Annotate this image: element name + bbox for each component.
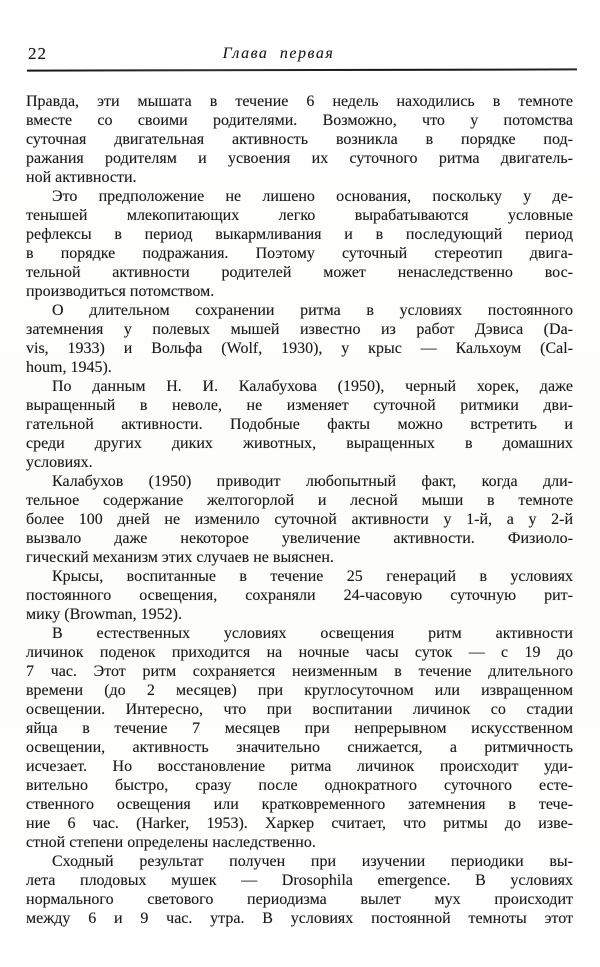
page-number: 22	[28, 44, 47, 63]
text-body	[26, 92, 573, 928]
text-line: Калабухов (1950) приводит любопытный факт, когда дли-	[52, 473, 573, 490]
text-line: тельное содержание желтогорлой и лесной мыши в темноте	[26, 492, 573, 509]
page-header	[27, 44, 574, 66]
text-line: среди других диких животных, выращенных в домашних	[26, 435, 573, 452]
text-line: О длительном сохранении ритма в условиях постоянного	[52, 302, 573, 319]
text-line: В естественных условиях освещения ритм активности	[52, 625, 573, 642]
text-line: условиях.	[26, 454, 93, 471]
text-line: вительно быстро, сразу после однократного суточного есте-	[26, 777, 573, 794]
text-line: вместе со своими родителями. Возможно, что у потомства	[26, 112, 573, 129]
text-line: стной степени определены наследственно.	[26, 834, 316, 851]
text-line: тельной активности родителей может ненаследственно вос-	[26, 264, 573, 281]
text-line: мику (Browman, 1952).	[26, 606, 182, 623]
text-line: исчезает. Но восстановление ритма личинок происходит уди-	[26, 758, 573, 775]
text-line: Это предположение не лишено основания, поскольку у де-	[52, 188, 573, 205]
text-line: яйца в течение 7 месяцев при непрерывном искусственном	[26, 720, 573, 737]
paragraph	[26, 92, 573, 187]
text-line: вызвало даже некоторое увеличение активности. Физиоло-	[26, 530, 573, 547]
text-line: По данным Н. И. Калабухова (1950), черный хорек, даже	[52, 378, 573, 395]
text-line: рефлексы в период выкармливания и в последующий период	[26, 226, 573, 243]
text-line: суточная двигательная активность возникла в порядке под-	[26, 131, 573, 148]
paragraph	[26, 852, 573, 928]
text-line: между 6 и 9 час. утра. В условиях постоянной темноты этот	[26, 910, 573, 927]
text-line: ственного освещения или кратковременного затемнения в тече-	[26, 796, 573, 813]
text-line: Сходный результат получен при изучении периодики вы-	[52, 853, 573, 870]
paragraph	[26, 377, 573, 472]
text-line: ной активности.	[26, 169, 137, 186]
text-line: Крысы, воспитанные в течение 25 генераций в условиях	[52, 568, 573, 585]
text-line: выращенный в неволе, не изменяет суточной ритмики дви-	[26, 397, 573, 414]
running-title: Глава первая	[222, 45, 335, 62]
paragraph	[26, 472, 573, 567]
text-line: постоянного освещения, сохраняли 24-часовую суточную рит-	[26, 587, 573, 604]
paragraph	[26, 187, 573, 301]
text-line: производиться потомством.	[26, 283, 215, 300]
text-line: нормального светового периодизма вылет мух происходит	[26, 891, 573, 908]
header-rule	[27, 68, 577, 71]
text-line: тенышей млекопитающих легко вырабатываются условные	[26, 207, 573, 224]
text-line: houm, 1945).	[26, 359, 112, 376]
text-line: ние 6 час. (Harker, 1953). Харкер считает, что ритмы до изве-	[26, 815, 573, 832]
text-line: гательной активности. Подобные факты можно встретить и	[26, 416, 573, 433]
text-line: времени (до 2 месяцев) при круглосуточном или извращенном	[26, 682, 573, 699]
text-line: затемнения у полевых мышей известно из работ Дэвиса (Da-	[26, 321, 573, 338]
paragraph	[26, 624, 573, 852]
paragraph	[26, 301, 573, 377]
text-line: освещении. Интересно, что при воспитании личинок со стадии	[26, 701, 573, 718]
text-line: личинок поденок приходится на ночные часы суток — с 19 до	[26, 644, 573, 661]
paragraph	[26, 567, 573, 624]
text-line: Правда, эти мышата в течение 6 недель находились в темноте	[26, 93, 573, 110]
text-line: ражания родителям и усвоения их суточного ритма двигатель-	[26, 150, 573, 167]
text-line: лета плодовых мушек — Drosophila emergence. В условиях	[26, 872, 573, 889]
text-line: гический механизм этих случаев не выяснен.	[26, 549, 334, 566]
text-line: 7 час. Этот ритм сохраняется неизменным в течение длительного	[26, 663, 573, 680]
text-line: в порядке подражания. Поэтому суточный стереотип двига-	[26, 245, 573, 262]
text-line: освещении, активность значительно снижается, а ритмичность	[26, 739, 573, 756]
text-line: vis, 1933) и Вольфа (Wolf, 1930), у крыс — Кальхоум (Cal-	[26, 340, 573, 357]
text-line: более 100 дней не изменило суточной активности у 1-й, а у 2-й	[26, 511, 573, 528]
